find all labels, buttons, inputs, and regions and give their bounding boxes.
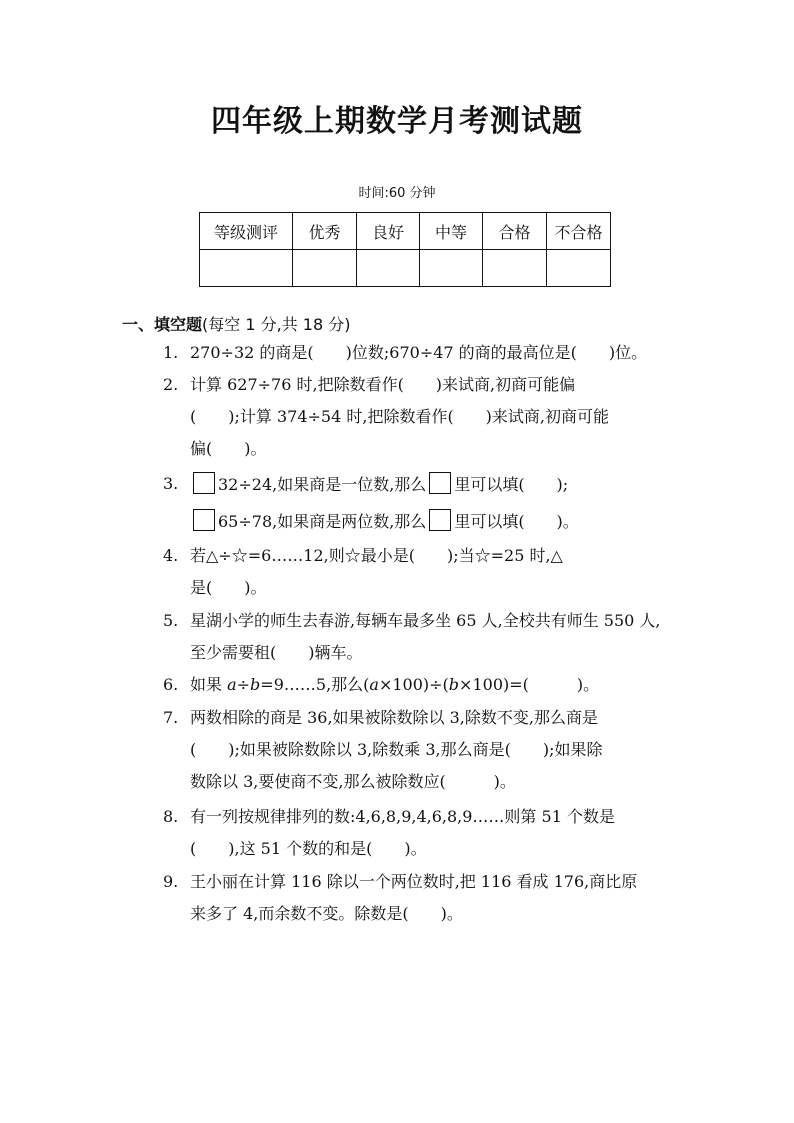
variable-a: a <box>227 675 237 694</box>
question-text: 偏( )。 <box>190 439 267 458</box>
question-text: 王小丽在计算 116 除以一个两位数时,把 116 看成 176,商比原 <box>190 872 638 891</box>
question-text: =9……5,那么( <box>260 675 370 694</box>
question-number: 5. <box>163 611 179 630</box>
section-score-note: (每空 1 分,共 18 分) <box>202 315 351 334</box>
grade-blank-cell <box>293 250 357 287</box>
question-text: ( );如果被除数除以 3,除数乘 3,那么商是( );如果除 <box>190 740 603 759</box>
question-number: 4. <box>163 546 179 565</box>
question-text: 32÷24,如果商是一位数,那么 <box>218 475 427 494</box>
question-text: 如果 <box>190 675 228 694</box>
question-text: 里可以填( )。 <box>454 512 579 531</box>
question-text: ( ),这 51 个数的和是( )。 <box>190 839 427 858</box>
question-number: 8. <box>163 807 179 826</box>
question-text: 至少需要租( )辆车。 <box>190 643 363 662</box>
blank-box-icon <box>429 509 451 531</box>
grade-blank-cell <box>420 250 483 287</box>
question-text: ×100)÷( <box>378 675 449 694</box>
grade-header-row <box>200 213 611 250</box>
variable-b: b <box>250 675 261 694</box>
question-text: 两数相除的商是 36,如果被除数除以 3,除数不变,那么商是 <box>190 708 598 727</box>
grade-header-cell: 优秀 <box>293 213 357 250</box>
question-number: 6. <box>163 675 179 694</box>
question-text: 计算 627÷76 时,把除数看作( )来试商,初商可能偏 <box>190 375 576 394</box>
question-text: 星湖小学的师生去春游,每辆车最多坐 65 人,全校共有师生 550 人, <box>190 611 661 630</box>
question-number: 7. <box>163 708 179 727</box>
question-text: 270÷32 的商是( )位数;670÷47 的商的最高位是( )位。 <box>190 343 648 362</box>
blank-box-icon <box>429 472 451 494</box>
grade-blank-cell <box>483 250 547 287</box>
blank-box-icon <box>193 509 215 531</box>
time-limit: 时间:60 分钟 <box>358 186 436 201</box>
question-text: 来多了 4,而余数不变。除数是( )。 <box>190 904 463 923</box>
question-text: 数除以 3,要使商不变,那么被除数应( )。 <box>190 772 516 791</box>
variable-b: b <box>448 675 460 694</box>
question-number: 2. <box>163 375 179 394</box>
grade-blank-cell <box>357 250 420 287</box>
question-number: 1. <box>163 343 179 362</box>
question-number: 3. <box>163 474 179 493</box>
variable-a: a <box>369 675 379 694</box>
question-number: 9. <box>163 872 179 891</box>
question-text: ( );计算 374÷54 时,把除数看作( )来试商,初商可能 <box>190 407 610 426</box>
grade-header-cell: 合格 <box>483 213 547 250</box>
grade-header-cell: 等级测评 <box>200 213 293 250</box>
question-text: 65÷78,如果商是两位数,那么 <box>218 512 427 531</box>
grade-blank-cell <box>200 250 293 287</box>
question-text: 里可以填( ); <box>454 475 569 494</box>
question-text: ×100)=( )。 <box>459 675 600 694</box>
question-text: 若△÷☆=6……12,则☆最小是( );当☆=25 时,△ <box>190 546 563 565</box>
question-text: 是( )。 <box>190 578 267 597</box>
question-text: 有一列按规律排列的数:4,6,8,9,4,6,8,9……则第 51 个数是 <box>190 807 615 826</box>
page-title: 四年级上期数学月考测试题 <box>211 104 583 139</box>
grade-header-cell: 良好 <box>357 213 420 250</box>
question-text: ÷ <box>236 675 251 694</box>
grade-table <box>199 212 611 287</box>
grade-header-cell: 不合格 <box>547 213 611 250</box>
blank-box-icon <box>193 472 215 494</box>
grade-blank-row <box>200 250 611 287</box>
grade-blank-cell <box>547 250 611 287</box>
section-heading <box>122 312 350 335</box>
section-title: 一、填空题 <box>122 315 203 334</box>
grade-header-cell: 中等 <box>420 213 483 250</box>
